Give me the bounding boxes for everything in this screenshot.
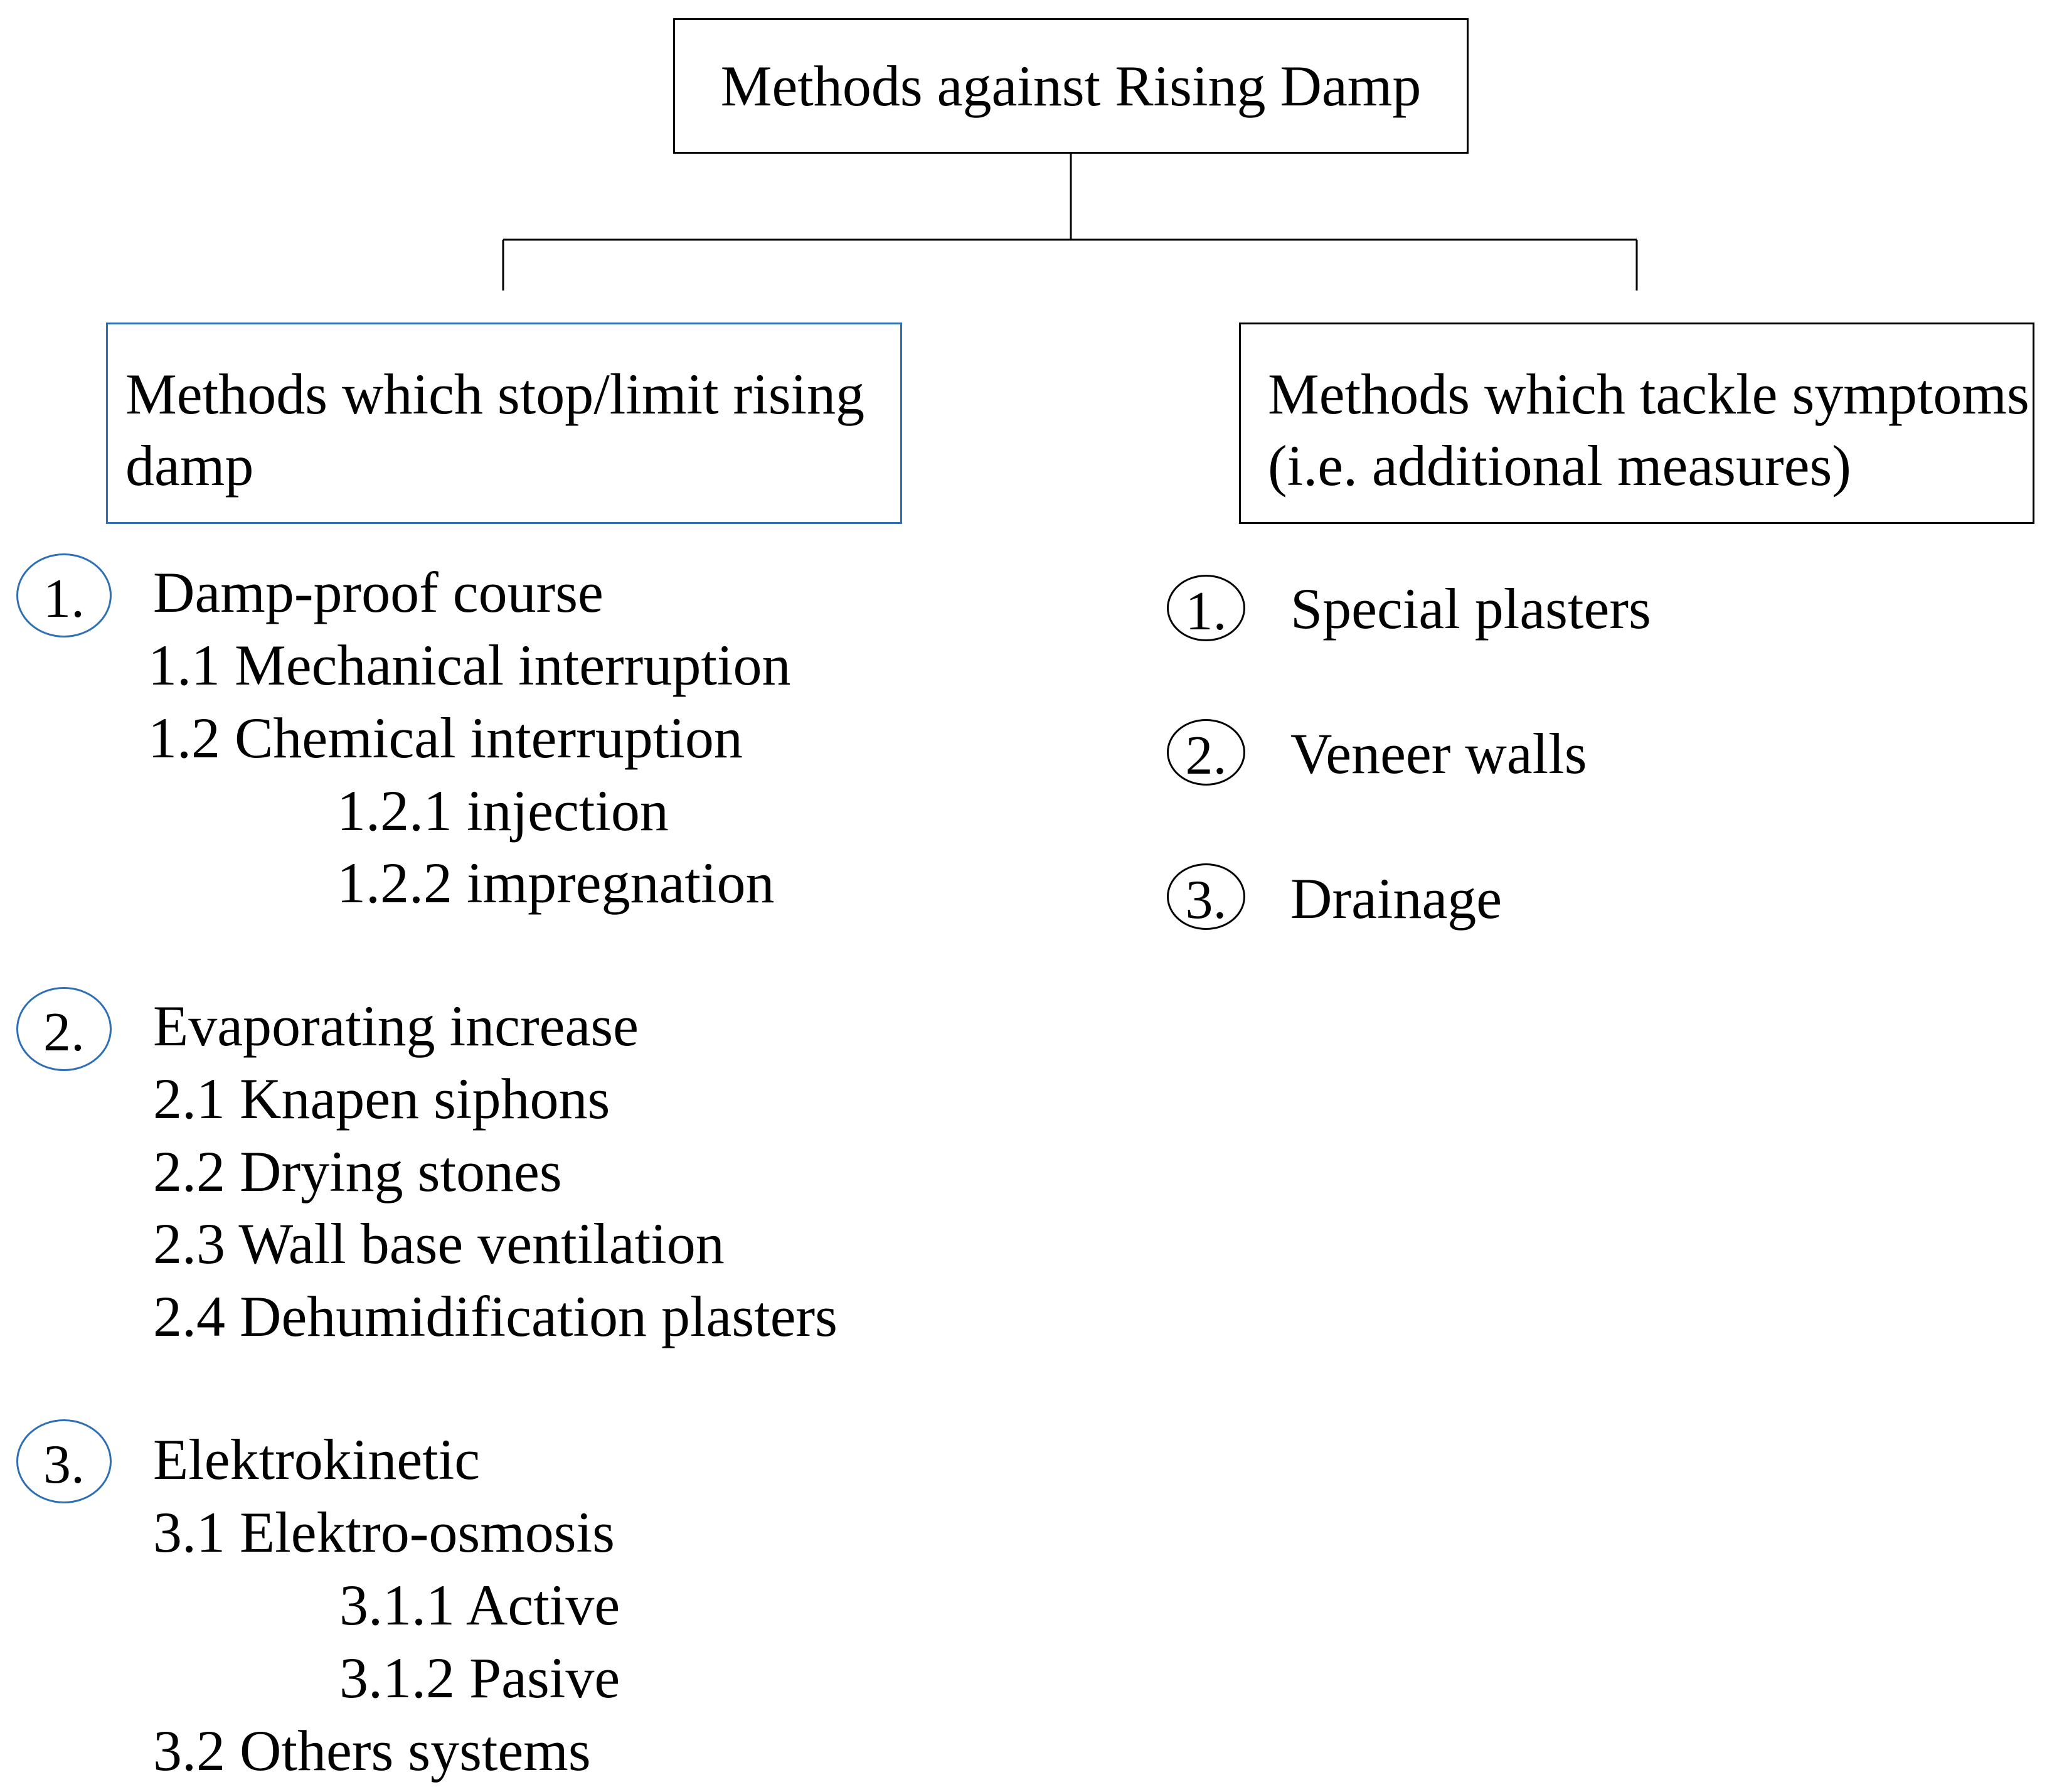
- left-item-1-sub-1: 1.1 Mechanical interruption: [148, 633, 791, 697]
- left-item-2-number-circle: 2.: [16, 987, 112, 1071]
- right-item-1-number-circle: 1.: [1167, 575, 1245, 641]
- left-item-3-number-circle: 3.: [16, 1419, 112, 1503]
- root-node-label: Methods against Rising Damp: [720, 54, 1422, 118]
- left-item-2-sub-4: 2.4 Dehumidification plasters: [153, 1284, 837, 1348]
- left-item-2-label: Evaporating increase: [153, 994, 639, 1058]
- right-item-3-label: Drainage: [1290, 867, 1502, 931]
- left-item-2-sub-3: 2.3 Wall base ventilation: [153, 1212, 725, 1276]
- right-item-2-label: Veneer walls: [1290, 722, 1587, 786]
- left-item-3-sub-1-2: 3.1.2 Pasive: [339, 1646, 620, 1710]
- left-item-1-label: Damp-proof course: [153, 560, 603, 624]
- left-branch-node: [106, 323, 902, 524]
- right-item-3-number-circle: 3.: [1167, 863, 1245, 930]
- left-item-1-sub-2-1: 1.2.1 injection: [337, 779, 669, 843]
- left-item-1-number-circle: 1.: [16, 553, 112, 637]
- left-item-3-sub-1: 3.1 Elektro-osmosis: [153, 1500, 615, 1564]
- left-item-3-label: Elektrokinetic: [153, 1427, 481, 1491]
- left-item-2-sub-2: 2.2 Drying stones: [153, 1139, 562, 1203]
- left-branch-title: Methods which stop/limit rising damp: [125, 362, 865, 498]
- left-item-3-sub-1-1: 3.1.1 Active: [339, 1573, 620, 1637]
- right-item-1-label: Special plasters: [1290, 577, 1651, 641]
- right-branch-title: Methods which tackle symptoms (i.e. additional measures): [1268, 362, 2029, 498]
- left-item-1-sub-2-2: 1.2.2 impregnation: [337, 851, 775, 915]
- root-node: [673, 18, 1469, 154]
- left-item-2-sub-1: 2.1 Knapen siphons: [153, 1067, 610, 1131]
- right-item-2-number-circle: 2.: [1167, 719, 1245, 786]
- left-item-3-sub-2: 3.2 Others systems: [153, 1719, 591, 1783]
- right-branch-node: [1239, 323, 2034, 524]
- left-item-1-sub-2: 1.2 Chemical interruption: [148, 706, 743, 770]
